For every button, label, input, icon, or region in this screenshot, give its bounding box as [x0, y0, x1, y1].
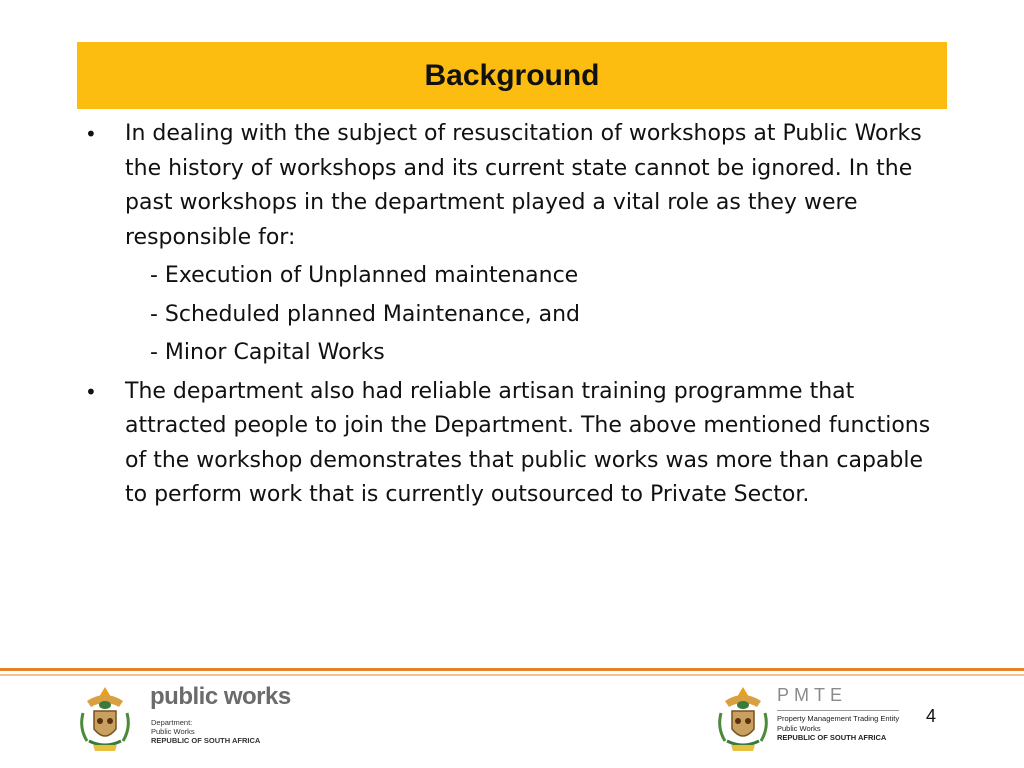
bullet-item-2	[85, 375, 945, 513]
pmte-wordmark: PMTE	[777, 685, 848, 705]
sub-item: - Minor Capital Works	[150, 340, 385, 365]
public-works-subtitle: Department: Public Works REPUBLIC OF SOUTH AFRICA	[151, 718, 261, 745]
public-works-logo	[75, 683, 295, 753]
bullet-dot-icon: •	[85, 122, 97, 146]
pmte-subtitle: Property Management Trading Entity Public Works REPUBLIC OF SOUTH AFRICA	[777, 714, 900, 742]
pmte-rule	[777, 710, 899, 711]
title-bar	[77, 42, 947, 109]
bullet-text: The department also had reliable artisan training programme that attracted people to join the Department. The above mentioned functions of the workshop demonstrates that public works was more than capable to perform work that is currently outsourced to Private Sector.	[125, 378, 931, 507]
slide-title: Background	[424, 58, 600, 92]
sub-item: - Execution of Unplanned maintenance	[150, 263, 579, 288]
footer-divider-thin	[0, 674, 1024, 676]
coat-of-arms-icon	[75, 683, 135, 753]
footer-divider	[0, 668, 1024, 671]
public-works-wordmark: public works	[150, 683, 291, 710]
sub-item: - Scheduled planned Maintenance, and	[150, 301, 580, 327]
page-number: 4	[926, 706, 937, 726]
sub-list	[85, 259, 945, 371]
coat-of-arms-icon	[715, 683, 771, 753]
pmte-logo	[715, 683, 915, 753]
bullet-item-1	[85, 117, 945, 255]
slide-body	[85, 117, 945, 513]
bullet-dot-icon: •	[85, 379, 97, 404]
bullet-text: In dealing with the subject of resuscitation of workshops at Public Works the history of workshops and its current state cannot be ignored. In the past workshops in the department played a vital role as they were responsible for:	[125, 121, 922, 250]
